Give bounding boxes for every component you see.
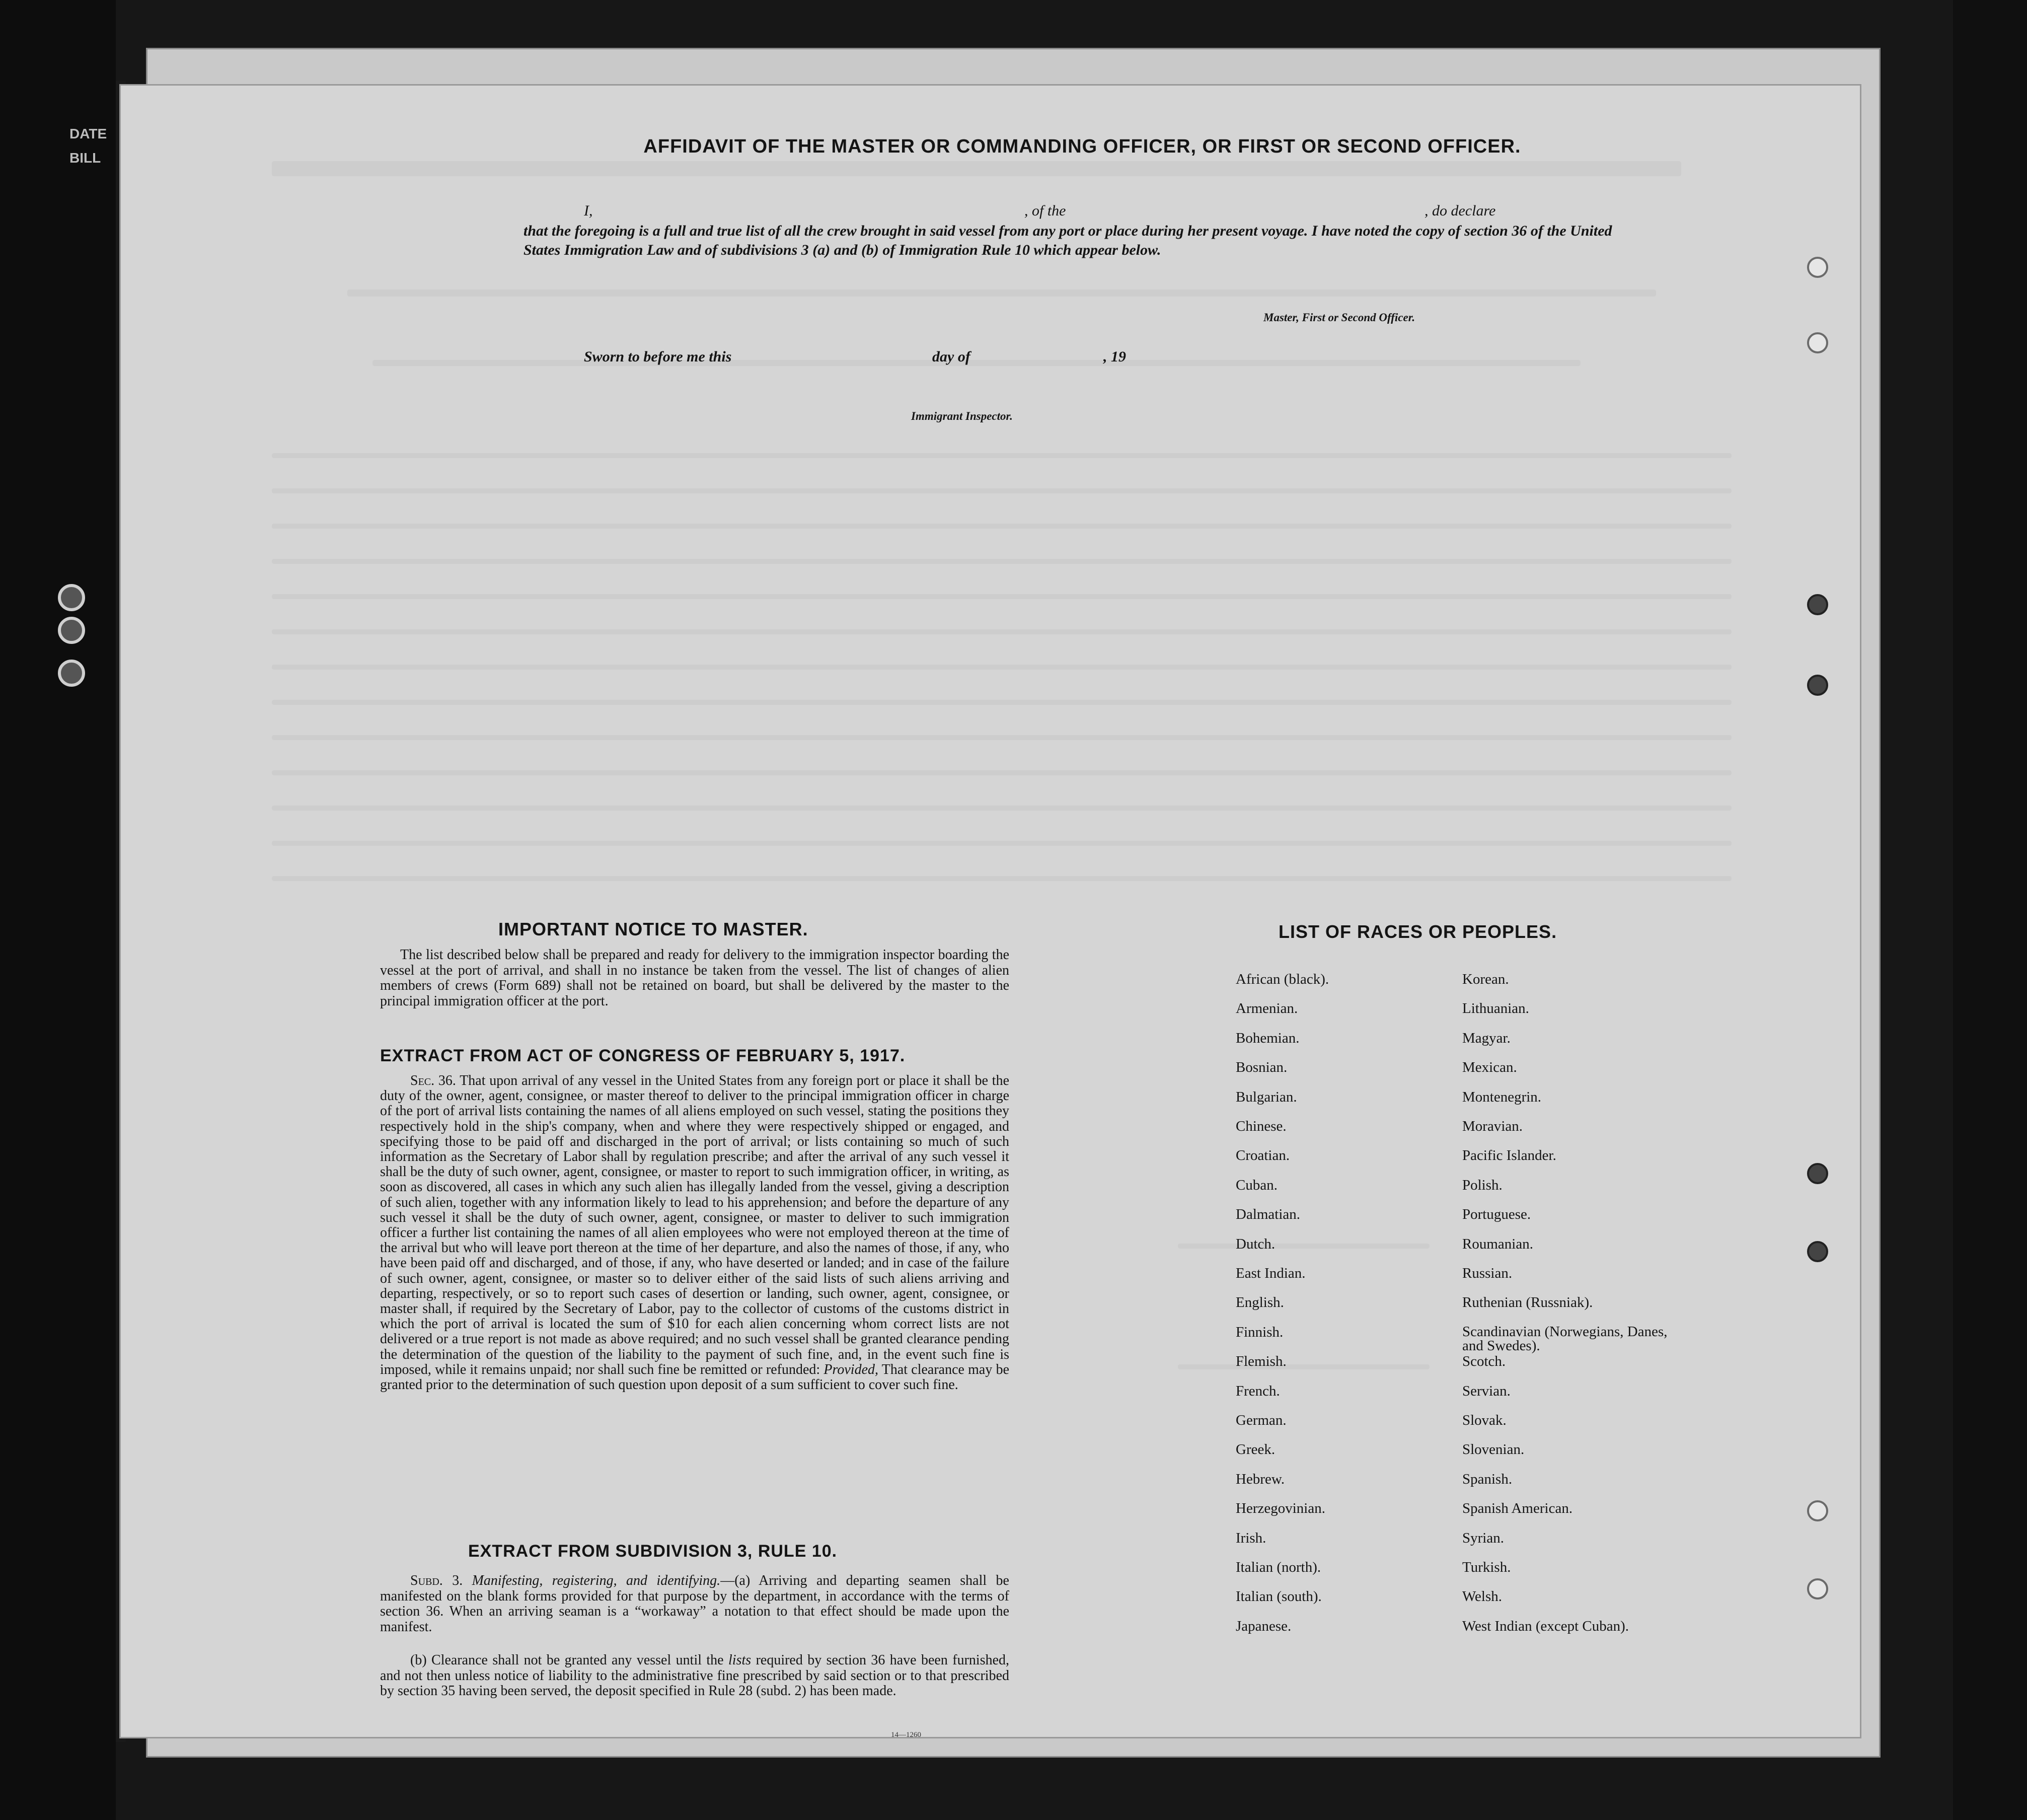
master-signature-label: Master, First or Second Officer. [1263,311,1415,324]
side-label-date: DATE [69,126,107,141]
race-item: Mexican. [1462,1059,1517,1075]
provided-word: Provided, [823,1361,879,1377]
subdivision-title: Manifesting, registering, and identifying. [472,1573,721,1588]
subdivision-b-body: required by section 36 have been furnished, and not then unless notice of liability to the administrative fine prescribed by said section or to that prescribed by section 35 having been served, the deposit specified in Rule 28 (subd. 2) has been made. [380,1652,1010,1699]
race-item: Japanese. [1236,1618,1292,1634]
punch-hole-icon [1807,1578,1828,1599]
race-item: Scotch. [1462,1353,1506,1369]
affidavit-title: AFFIDAVIT OF THE MASTER OR COMMANDING OFFICER, OR FIRST OR SECOND OFFICER. [643,136,1521,157]
race-item: Magyar. [1462,1030,1511,1046]
race-item: Roumanian. [1462,1236,1533,1252]
section-36-body: That upon arrival of any vessel in the United States from any foreign port or place it shall be the duty of the owner, agent, consignee, or master thereof to deliver to the principal immigration officer in charge of the port of arrival lists containing the names of all aliens employed on such vessel, stating the positions they respectively hold in the ship's company, when and where they were respectively shipped or engaged, and specifying those to be paid off and discharged in the port of arrival; or lists containing so much of such information as the Secretary of Labor shall by regulation prescribe; and after the arrival of any such vessel it shall be the duty of such owner, agent, consignee, or master to report to such immigration officer, in writing, as soon as discovered, all cases in which any such alien has illegally landed from the vessel, giving a description of such alien, together with any information likely to lead to his apprehension; and before the departure of any such vessel it shall be the duty of such owner, agent, consignee, or master to deliver to such immigration officer a further list containing the names of all alien employees who were not employed thereon at the time of the arrival but who will leave port thereon at the time of her departure, and also the names of those, if any, who have been paid off and discharged, and of those, if any, who have deserted or landed; and in case of the failure of such owner, agent, consignee, or master so to deliver either of the said lists of such aliens arriving and departing, respectively, or so to report such cases of desertion or landing, such owner, agent, consignee, or master shall, if required by the Secretary of Labor, pay to the collector of customs of the customs district in which the port of arrival is located the sum of $10 for each alien concerning whom correct lists are not delivered or a true report is not made as above required; and no such vessel shall be granted clearance pending the determination of the question of the liability to the payment of such fine, and, in the event such fine is imposed, while it remains unpaid; nor shall such fine be remitted or refunded: [380,1073,1009,1377]
affidavit-i: I, [584,202,593,219]
punch-hole-icon [1807,594,1828,615]
race-item: Herzegovinian. [1236,1500,1325,1516]
binder-ring-icon [58,584,85,611]
races-heading: LIST OF RACES OR PEOPLES. [1279,921,1557,942]
race-item: Slovenian. [1462,1441,1525,1458]
race-item: Spanish American. [1462,1500,1573,1516]
notice-body: The list described below shall be prepared and ready for delivery to the immigration inspector boarding the vessel at the port of arrival, and shall in no instance be taken from the vessel. The list of changes of alien members of crews (Form 689) shall not be retained on board, but shall be delivered by the master to the principal immigration officer at the port. [380,947,1009,1009]
race-item: Finnish. [1236,1324,1284,1340]
race-item: Bulgarian. [1236,1089,1297,1105]
binder-ring-icon [58,660,85,687]
affidavit-of-the: , of the [1024,202,1066,219]
race-item: Irish. [1236,1530,1266,1546]
race-item: Slovak. [1462,1412,1507,1428]
race-item: Dutch. [1236,1236,1275,1252]
race-item: Russian. [1462,1265,1513,1281]
affidavit-declare: , do declare [1424,202,1496,219]
punch-hole-icon [1807,1241,1828,1262]
race-item: Welsh. [1462,1588,1503,1605]
race-item: Scandinavian (Norwegians, Danes, and Swedes). [1462,1324,1668,1354]
year-label: , 19 [1103,348,1126,365]
race-item: Dalmatian. [1236,1206,1301,1222]
form-code: 14—1260 [891,1731,921,1737]
race-item: Ruthenian (Russniak). [1462,1294,1593,1311]
section-label: Sec. 36. [410,1073,456,1088]
race-item: Lithuanian. [1462,1000,1529,1016]
race-item: Montenegrin. [1462,1089,1542,1105]
race-item: East Indian. [1236,1265,1306,1281]
punch-hole-icon [1807,1500,1828,1521]
race-item: Greek. [1236,1441,1275,1458]
punch-hole-icon [1807,257,1828,278]
punch-hole-icon [1807,1163,1828,1184]
race-item: English. [1236,1294,1284,1311]
affidavit-body: that the foregoing is a full and true list of all the crew brought in said vessel from any port or place during her present voyage. I have noted the copy of section 36 of the United States Immigration Law and of subdivisions 3 (a) and (b) of Immigration Rule 10 which appear below. [523,223,1612,258]
subdivision-b-prefix: (b) Clearance shall not be granted any vessel until the [410,1652,724,1668]
rule-extract-heading: EXTRACT FROM SUBDIVISION 3, RULE 10. [468,1542,838,1561]
race-item: Portuguese. [1462,1206,1531,1222]
race-item: Servian. [1462,1383,1511,1399]
bleed-through-text [121,86,1860,1737]
race-item: Turkish. [1462,1559,1511,1575]
race-item: Cuban. [1236,1177,1278,1193]
notice-heading: IMPORTANT NOTICE TO MASTER. [498,919,808,939]
race-item: Italian (south). [1236,1588,1322,1605]
race-item: West Indian (except Cuban). [1462,1618,1629,1634]
race-item: Chinese. [1236,1118,1287,1134]
race-item: Spanish. [1462,1471,1513,1487]
race-item: Polish. [1462,1177,1503,1193]
act-extract-heading: EXTRACT FROM ACT OF CONGRESS OF FEBRUARY 5, 1917. [380,1046,906,1065]
punch-hole-icon [1807,332,1828,353]
race-item: Croatian. [1236,1147,1290,1163]
inspector-label: Immigrant Inspector. [911,410,1013,422]
race-item: Hebrew. [1236,1471,1285,1487]
race-item: African (black). [1236,971,1329,987]
race-item: Flemish. [1236,1353,1287,1369]
right-binding-edge [1953,0,2027,1820]
lists-word: lists [728,1652,752,1668]
binding-edge [0,0,116,1820]
race-item: Syrian. [1462,1530,1504,1546]
race-item: Moravian. [1462,1118,1523,1134]
subdivision-a-body: —(a) Arriving and departing seamen shall be manifested on the blank forms provided for that purpose by the department, in accordance with the terms of section 36. When an arriving seaman is a “workaway” a notation to that effect should be made upon the manifest. [380,1573,1009,1635]
day-of-label: day of [932,348,970,365]
section-36-text [380,1073,1009,1393]
race-item: French. [1236,1383,1280,1399]
race-item: Armenian. [1236,1000,1298,1016]
document-page [121,86,1860,1737]
race-item: German. [1236,1412,1287,1428]
subdivision-3b-text [380,1653,1009,1699]
race-item: Korean. [1462,971,1509,987]
race-item: Bohemian. [1236,1030,1300,1046]
provided-clause: That clearance may be granted prior to the determination of such question upon deposit of a sum sufficient to cover such fine. [380,1361,1009,1393]
race-item: Italian (north). [1236,1559,1321,1575]
side-label-bill: BILL [69,150,101,166]
subdivision-label: Subd. 3. [410,1573,463,1588]
race-item: Pacific Islander. [1462,1147,1556,1163]
race-item: Bosnian. [1236,1059,1288,1075]
binder-ring-icon [58,617,85,644]
sworn-label: Sworn to before me this [584,348,732,365]
subdivision-3a-text [380,1573,1009,1635]
punch-hole-icon [1807,675,1828,696]
